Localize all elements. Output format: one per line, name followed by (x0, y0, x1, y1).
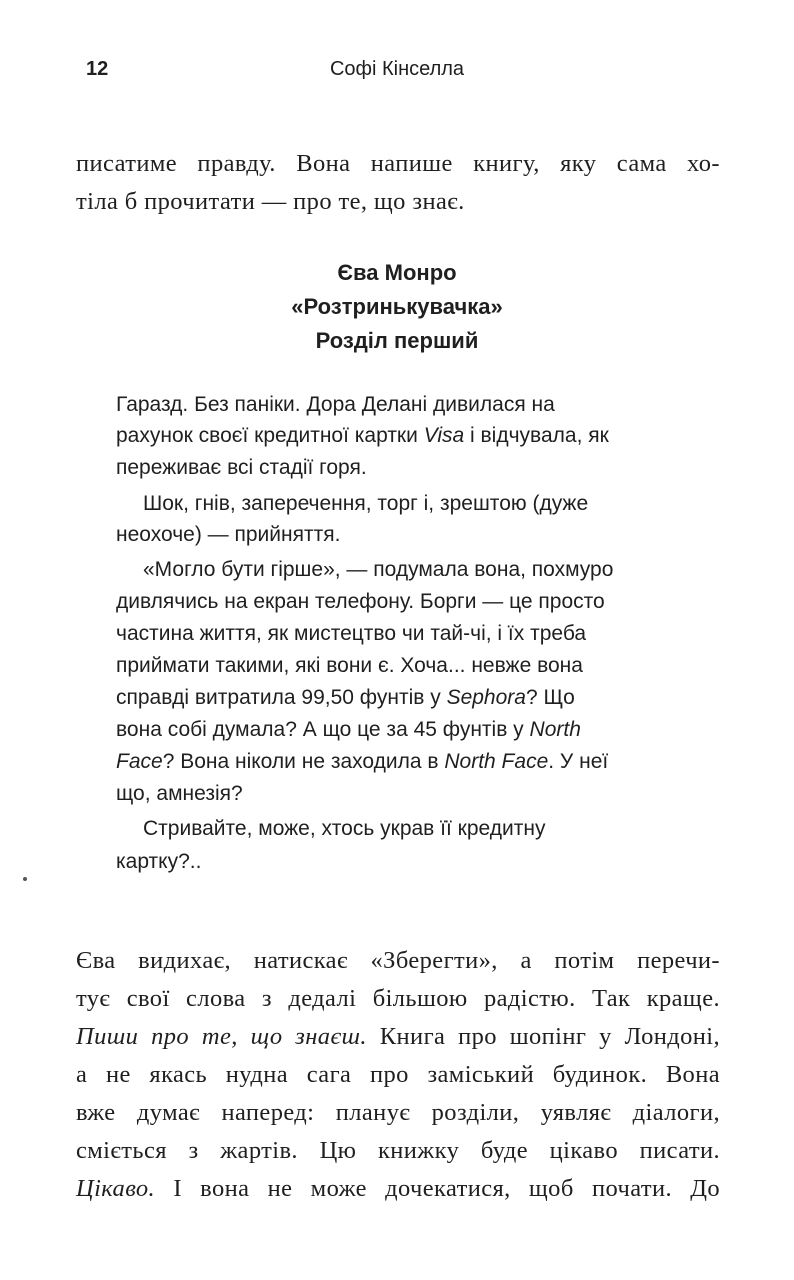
excerpt-line: справді витратила 99,50 фунтів у Sephora? Що (116, 686, 575, 709)
heading-author: Єва Монро (337, 260, 457, 285)
page-number: 12 (86, 58, 109, 80)
excerpt-line: Стривайте, може, хтось украв її кредитну (143, 817, 546, 840)
heading-chapter: Розділ перший (315, 328, 479, 353)
outro-line-3: Пиши про те, що знаєш. Книга про шопінг у Лондоні, (76, 1023, 720, 1050)
running-head (0, 58, 794, 88)
excerpt-line: «Могло бути гірше», — подумала вона, похмуро (143, 558, 614, 581)
outro-line-5: вже думає наперед: планує розділи, уявляє діалоги, (76, 1099, 720, 1126)
excerpt-line: неохоче) — прийняття. (116, 523, 341, 546)
outro-line-6: сміється з жартів. Цю книжку буде цікаво писати. (76, 1137, 720, 1164)
excerpt-line: Шок, гнів, заперечення, торг і, зрештою (дуже (143, 492, 589, 515)
outro-line-1: Єва видихає, натискає «Зберегти», а потім перечи- (76, 947, 720, 974)
outro-line-7: Цікаво. І вона не може дочекатися, щоб почати. До (76, 1175, 720, 1202)
scan-speck (23, 877, 27, 881)
excerpt-line: картку?.. (116, 850, 202, 873)
excerpt-line: вона собі думала? А що це за 45 фунтів у North (116, 718, 581, 741)
excerpt-line: переживає всі стадії горя. (116, 456, 367, 479)
excerpt-line: Face? Вона ніколи не заходила в North Face. У неї (116, 750, 609, 773)
excerpt-line: приймати такими, які вони є. Хоча... невже вона (116, 654, 583, 677)
excerpt-line: частина життя, як мистецтво чи тай-чі, і їх треба (116, 622, 587, 645)
excerpt-line: дивлячись на екран телефону. Борги — це просто (116, 590, 605, 613)
excerpt-line: рахунок своєї кредитної картки Visa і відчувала, як (116, 424, 609, 447)
outro-line-4: а не якась нудна сага про заміський будинок. Вона (76, 1061, 720, 1088)
intro-line-2: тіла б прочитати — про те, що знає. (76, 188, 465, 215)
running-title: Софі Кінселла (329, 58, 465, 80)
excerpt-line: Гаразд. Без паніки. Дора Делані дивилася на (116, 393, 555, 416)
outro-line-2: тує свої слова з дедалі більшою радістю. Так краще. (76, 985, 720, 1012)
heading-book-title: «Розтринькувачка» (291, 294, 503, 319)
excerpt-line: що, амнезія? (116, 782, 243, 805)
intro-line-1: писатиме правду. Вона напише книгу, яку сама хо- (76, 150, 720, 177)
